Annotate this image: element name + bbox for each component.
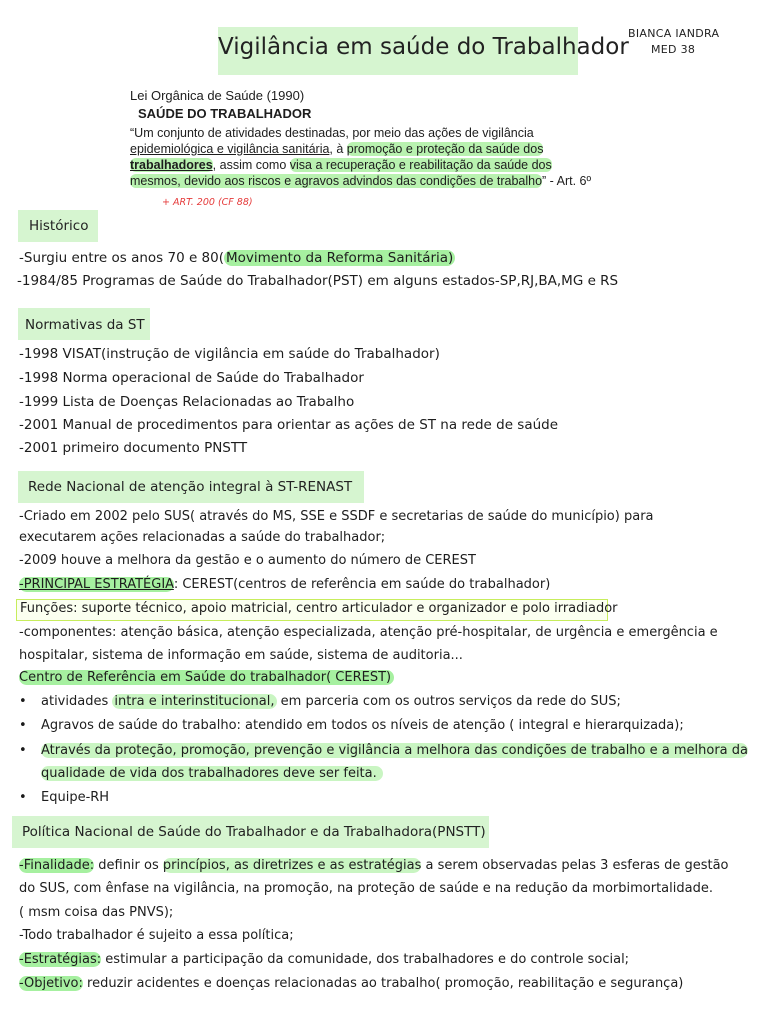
bullet-dot-icon: • [19, 743, 27, 758]
highlight: -Objetivo: [19, 976, 83, 991]
pnstt-line-2: do SUS, com ênfase na vigilância, na promoção, na proteção de saúde e na redução da morbimortalidade. [19, 881, 713, 896]
section-title-renast: Rede Nacional de atenção integral à ST-RENAST [28, 479, 353, 495]
historico-line-2: -1984/85 Programas de Saúde do Trabalhador(PST) em alguns estados-SP,RJ,BA,MG e RS [17, 273, 619, 289]
cerest-title [19, 670, 394, 685]
text: : CEREST(centros de referência em saúde do trabalhador) [173, 577, 551, 592]
text: a serem observadas pelas 3 esferas de gestão [421, 858, 729, 873]
highlight: -PRINCIPAL ESTRATÉGIA [19, 577, 174, 592]
highlight: qualidade de vida dos trabalhadores deve ser feita. [41, 766, 383, 781]
section-title-pnstt: Política Nacional de Saúde do Trabalhador e da Trabalhadora(PNSTT) [22, 824, 486, 840]
highlight: princípios, as diretrizes e as estratégias [162, 858, 422, 873]
author-block [628, 26, 719, 58]
highlight: Movimento da Reforma Sanitária) [226, 250, 454, 266]
text: atividades [41, 694, 113, 709]
normativa-item: -1998 VISAT(instrução de vigilância em saúde do Trabalhador) [19, 346, 440, 362]
highlight: Centro de Referência em Saúde do trabalhador( CEREST) [19, 670, 394, 685]
normativa-item: -1998 Norma operacional de Saúde do Trabalhador [19, 370, 364, 386]
text: definir os [94, 858, 163, 873]
highlight: -Estratégias: [19, 952, 102, 967]
highlight: -Finalidade: [19, 858, 95, 873]
renast-line-4 [19, 577, 550, 592]
text: reduzir acidentes e doenças relacionadas ao trabalho( promoção, reabilitação e segurança) [82, 976, 684, 991]
quote-highlight: promoção e proteção da saúde dos [346, 142, 544, 156]
law-title: Lei Orgânica de Saúde (1990) [130, 88, 305, 103]
quote-highlight: mesmos, devido aos riscos e agravos advindos das condições de trabalho [130, 174, 543, 188]
highlight: intra e interinstitucional, [114, 694, 275, 709]
renast-line-5: -componentes: atenção básica, atenção especializada, atenção pré-hospitalar, de urgência e emergência e [19, 625, 718, 640]
quote-text: , à [329, 142, 347, 156]
bullet-1 [41, 694, 621, 709]
pnstt-line-1 [19, 858, 729, 873]
highlight: Através da proteção, promoção, prevenção e vigilância a melhora das condições de trabalho e a melhora da [41, 743, 748, 758]
page-title: Vigilância em saúde do Trabalhador [218, 34, 629, 60]
pnstt-line-6 [19, 976, 683, 991]
pnstt-line-3: ( msm coisa das PNVS); [19, 905, 174, 920]
renast-line-3: -2009 houve a melhora da gestão e o aumento do número de CEREST [19, 553, 476, 568]
section-title-normativas: Normativas da ST [25, 317, 145, 333]
author-name: BIANCA IANDRA [628, 27, 720, 40]
quote-text: , assim como [212, 158, 290, 172]
bullet-dot-icon: • [19, 790, 27, 805]
quote-heading: SAÚDE DO TRABALHADOR [138, 106, 312, 121]
renast-line-6: hospitalar, sistema de informação em saúde, sistema de auditoria... [19, 648, 463, 663]
quote-body [130, 125, 635, 189]
pnstt-line-5 [19, 952, 629, 967]
bullet-3b [41, 766, 383, 781]
text: em parceria com os outros serviços da rede do SUS; [276, 694, 621, 709]
quote-highlight: visa a recuperação e reabilitação da saúde dos [289, 158, 552, 172]
law-quote [130, 88, 635, 189]
quote-line-1: “Um conjunto de atividades destinadas, por meio das ações de vigilância [130, 126, 534, 140]
renast-line-1: -Criado em 2002 pelo SUS( através do MS, SSE e SSDF e secretarias de saúde do município) para [19, 509, 654, 524]
bullet-2: Agravos de saúde do trabalho: atendido em todos os níveis de atenção ( integral e hierarquizada); [41, 718, 684, 733]
normativa-item: -2001 primeiro documento PNSTT [19, 440, 248, 456]
normativa-item: -1999 Lista de Doenças Relacionadas ao Trabalho [19, 394, 355, 410]
quote-underlined: epidemiológica e vigilância sanitária [130, 142, 330, 156]
text: -Surgiu entre os anos 70 e 80( [19, 250, 224, 266]
historico-line-1 [19, 250, 455, 266]
pnstt-line-4: -Todo trabalhador é sujeito a essa política; [19, 928, 294, 943]
funcoes-text: Funções: suporte técnico, apoio matricial, centro articulador e organizador e polo irradiador [20, 601, 618, 616]
normativa-item: -2001 Manual de procedimentos para orientar as ações de ST na rede de saúde [19, 417, 559, 433]
quote-article: ” - Art. 6º [542, 174, 592, 188]
author-course: MED 38 [651, 43, 696, 56]
bullet-dot-icon: • [19, 718, 27, 733]
renast-line-2: executarem ações relacionadas a saúde do trabalhador; [19, 530, 386, 545]
bullet-4: Equipe-RH [41, 790, 110, 805]
bullet-3a [41, 743, 748, 758]
quote-highlight-bold: trabalhadores [130, 158, 213, 172]
section-title-historico: Histórico [29, 218, 89, 234]
handwritten-annotation: + ART. 200 (CF 88) [162, 197, 253, 208]
text: estimular a participação da comunidade, dos trabalhadores e do controle social; [101, 952, 630, 967]
bullet-dot-icon: • [19, 694, 27, 709]
